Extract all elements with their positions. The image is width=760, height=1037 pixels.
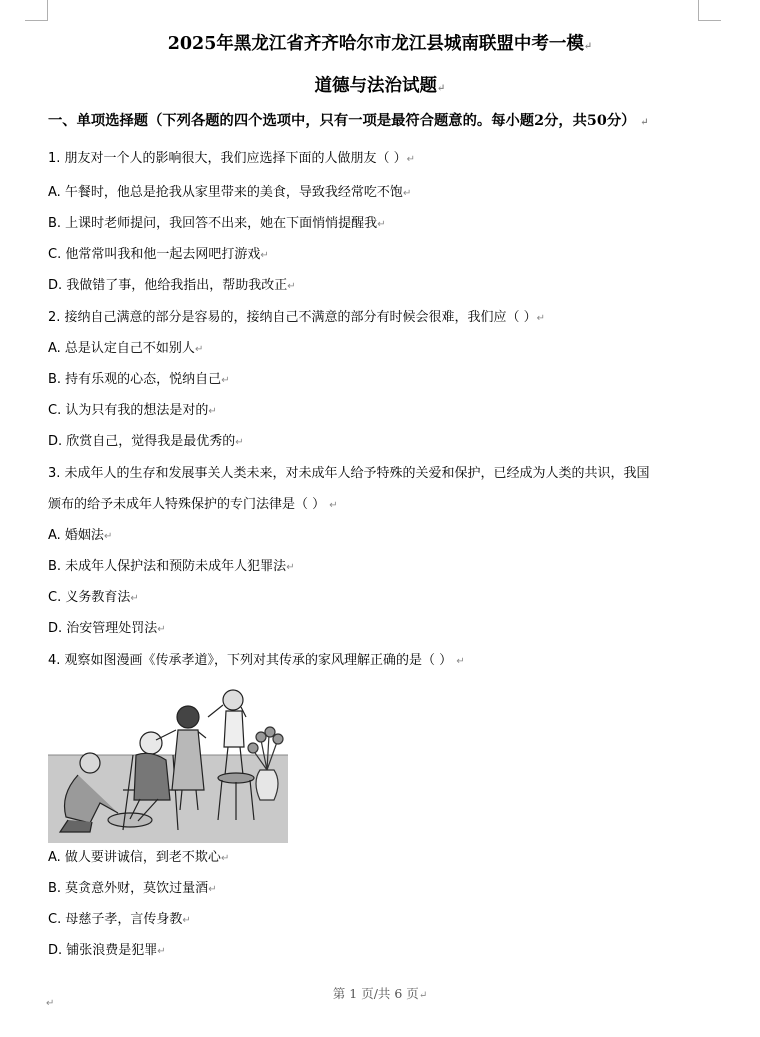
- question-4-option-d: D. 铺张浪费是犯罪↵: [48, 943, 166, 958]
- page-subtitle: 道德与法治试题↵: [314, 76, 446, 96]
- section-heading: 一、单项选择题（下列各题的四个选项中，只有一项是最符合题意的。每小题2分，共50分） ↵: [48, 113, 649, 129]
- question-3-option-a: A. 婚姻法↵: [48, 528, 113, 543]
- page-title: 2025年黑龙江省齐齐哈尔市龙江县城南联盟中考一模↵: [167, 34, 593, 54]
- question-2-option-a: A. 总是认定自己不如别人↵: [48, 341, 204, 356]
- cartoon-illustration: [48, 675, 288, 843]
- question-2-stem: 2. 接纳自己满意的部分是容易的，接纳自己不满意的部分有时候会很难，我们应（ ）↵: [48, 310, 546, 325]
- question-1-option-c: C. 他常常叫我和他一起去网吧打游戏↵: [48, 247, 269, 262]
- question-2-option-c: C. 认为只有我的想法是对的↵: [48, 403, 217, 418]
- margin-corner-top-left: [25, 0, 48, 21]
- question-3-option-b: B. 未成年人保护法和预防未成年人犯罪法↵: [48, 559, 295, 574]
- question-2-option-b: B. 持有乐观的心态，悦纳自己↵: [48, 372, 230, 387]
- question-1-option-d: D. 我做错了事，他给我指出，帮助我改正↵: [48, 278, 296, 293]
- question-2-option-d: D. 欣赏自己，觉得我是最优秀的↵: [48, 434, 244, 449]
- question-1-option-b: B. 上课时老师提问，我回答不出来，她在下面悄悄提醒我↵: [48, 216, 386, 231]
- page-footer: 第 1 页/共 6 页↵: [332, 986, 428, 1001]
- question-4-stem: 4. 观察如图漫画《传承孝道》，下列对其传承的家风理解正确的是（ ） ↵: [48, 653, 465, 668]
- question-3-option-d: D. 治安管理处罚法↵: [48, 621, 166, 636]
- question-4-option-b: B. 莫贪意外财，莫饮过量酒↵: [48, 881, 217, 896]
- question-1-stem: 1. 朋友对一个人的影响很大，我们应选择下面的人做朋友（ ）↵: [48, 151, 416, 166]
- question-3-stem-line-1: 3. 未成年人的生存和发展事关人类未来，对未成年人给予特殊的关爱和保护，已经成为人类的共识，我国: [48, 466, 650, 481]
- wash-basin: [108, 813, 152, 827]
- question-3-stem-line-2: 颁布的给予未成年人特殊保护的专门法律是（ ） ↵: [48, 497, 338, 512]
- end-paragraph-mark: ↵: [46, 998, 55, 1009]
- question-3-option-c: C. 义务教育法↵: [48, 590, 139, 605]
- question-1-option-a: A. 午餐时，他总是抢我从家里带来的美食，导致我经常吃不饱↵: [48, 185, 412, 200]
- question-4-option-c: C. 母慈子孝，言传身教↵: [48, 912, 191, 927]
- margin-corner-top-right: [698, 0, 721, 21]
- question-4-option-a: A. 做人要讲诚信，到老不欺心↵: [48, 850, 230, 865]
